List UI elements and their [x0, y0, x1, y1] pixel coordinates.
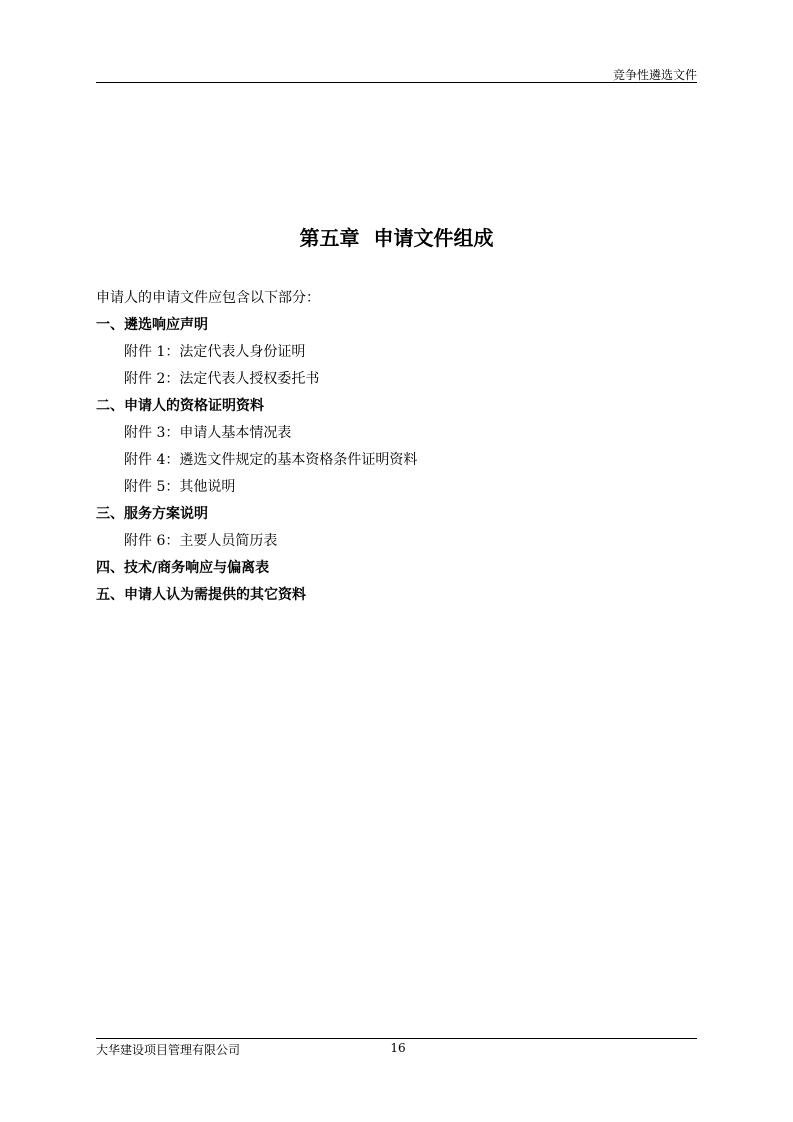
intro-text: 申请人的申请文件应包含以下部分： — [96, 290, 320, 306]
section-heading-3: 三、服务方案说明 — [96, 506, 208, 522]
header-rule — [96, 82, 697, 83]
footer-company: 大华建设项目管理有限公司 — [96, 1043, 241, 1057]
document-body — [96, 288, 697, 612]
section-heading-4: 四、技术/商务响应与偏离表 — [96, 560, 270, 576]
header-text: 竞争性遴选文件 — [612, 68, 697, 82]
attachment-item-1: 附件 1：法定代表人身份证明 — [124, 344, 306, 360]
footer-rule — [96, 1038, 697, 1039]
attachment-item-4: 附件 4：遴选文件规定的基本资格条件证明资料 — [124, 452, 418, 468]
page-number: 16 — [390, 1041, 406, 1055]
section-heading-2: 二、申请人的资格证明资料 — [96, 398, 264, 414]
attachment-item-2: 附件 2：法定代表人授权委托书 — [124, 371, 320, 387]
section-heading-5: 五、申请人认为需提供的其它资料 — [96, 587, 306, 603]
attachment-item-3: 附件 3：申请人基本情况表 — [124, 425, 292, 441]
attachment-item-5: 附件 5：其他说明 — [124, 479, 236, 495]
section-heading-1: 一、遴选响应声明 — [96, 317, 208, 333]
chapter-title: 第五章 申请文件组成 — [299, 226, 494, 250]
attachment-item-6: 附件 6：主要人员简历表 — [124, 533, 278, 549]
